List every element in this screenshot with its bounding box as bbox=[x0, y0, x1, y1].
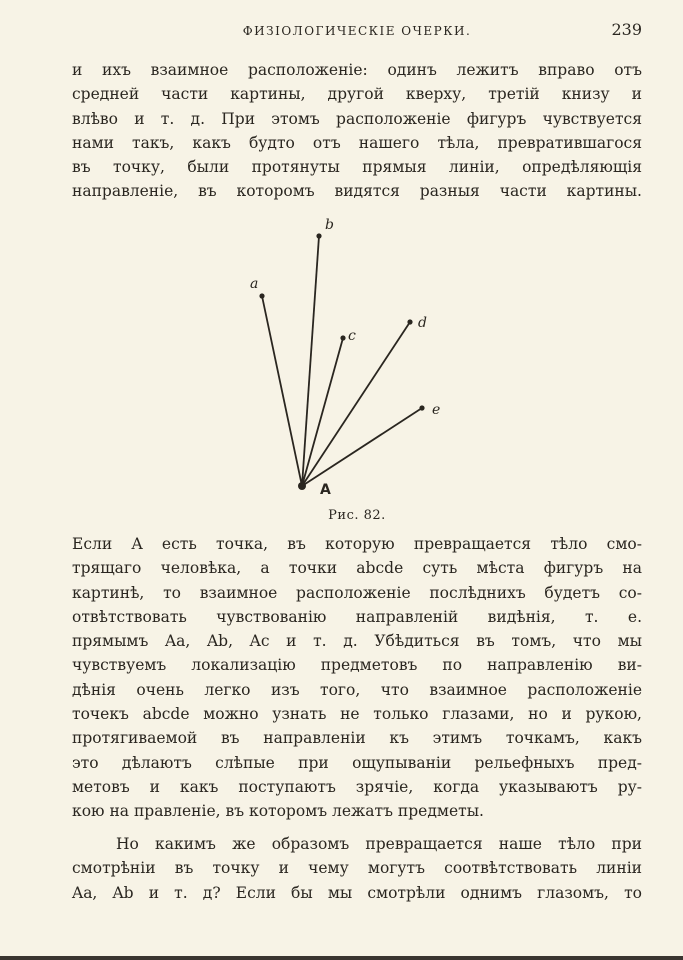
text-line: чувствуемъ локализацію предметовъ по направленію ви- bbox=[72, 656, 642, 675]
text-line: влѣво и т. д. При этомъ расположеніе фигуръ чувствуется bbox=[72, 109, 642, 128]
label-a: a bbox=[250, 276, 259, 292]
text-line: направленіе, въ которомъ видятся разныя части картины. bbox=[72, 182, 642, 201]
text-line: прямымъ Aa, Ab, Ac и т. д. Убѣдиться въ томъ, что мы bbox=[72, 632, 642, 651]
text-line: смотрѣніи въ точку и чему могутъ соотвѣтствовать линіи bbox=[72, 859, 642, 878]
point-e bbox=[419, 405, 424, 410]
text-line: точекъ abcde можно узнать не только глазами, но и рукою, bbox=[72, 705, 642, 724]
text-line: дѣнія очень легко изъ того, что взаимное расположеніе bbox=[72, 680, 642, 699]
paragraph-3 bbox=[72, 832, 642, 905]
point-a bbox=[259, 293, 264, 298]
text-line: средней части картины, другой кверху, третій книзу и bbox=[72, 85, 642, 104]
label-e: e bbox=[432, 402, 441, 418]
page-number: 239 bbox=[611, 20, 642, 39]
running-title: ФИЗІОЛОГИЧЕСКІЕ ОЧЕРКИ. bbox=[242, 24, 472, 38]
text-line: нами такъ, какъ будто отъ нашего тѣла, превратившагося bbox=[72, 133, 642, 152]
running-header bbox=[72, 20, 642, 44]
label-d: d bbox=[418, 315, 427, 331]
text-line: Если A есть точка, въ которую превращается тѣло смо- bbox=[72, 535, 642, 553]
label-c: c bbox=[348, 328, 356, 344]
text-line: и ихъ взаимное расположеніе: одинъ лежитъ вправо отъ bbox=[72, 61, 642, 79]
label-b: b bbox=[325, 217, 334, 233]
text-line: метовъ и какъ поступаютъ зрячіе, когда указываютъ ру- bbox=[72, 777, 642, 796]
point-b bbox=[316, 233, 321, 238]
line-Aa bbox=[262, 296, 302, 486]
page-bottom-edge bbox=[0, 956, 683, 960]
point-d bbox=[407, 319, 412, 324]
figure-caption: Рис. 82. bbox=[328, 508, 386, 523]
text-line: протягиваемой въ направленіи къ этимъ точкамъ, какъ bbox=[72, 729, 642, 748]
point-A bbox=[298, 482, 306, 490]
text-line: кою на правленіе, въ которомъ лежатъ предметы. bbox=[72, 802, 484, 821]
line-Ab bbox=[302, 236, 319, 486]
text-line: отвѣтствовать чувствованію направленій видѣнія, т. е. bbox=[72, 607, 642, 626]
figure-82-diagram bbox=[230, 210, 470, 500]
text-line: трящаго человѣка, а точки abcde суть мѣста фигуръ на bbox=[72, 559, 642, 578]
label-A: A bbox=[320, 482, 331, 498]
line-Ad bbox=[302, 322, 410, 486]
paragraph-1 bbox=[72, 58, 642, 204]
point-c bbox=[340, 335, 345, 340]
text-line: картинѣ, то взаимное расположеніе послѣднихъ будетъ со- bbox=[72, 583, 642, 602]
paragraph-2 bbox=[72, 532, 642, 824]
text-line: въ точку, были протянуты прямыя линіи, опредѣляющія bbox=[72, 158, 642, 177]
text-line: Aa, Ab и т. д? Если бы мы смотрѣли однимъ глазомъ, то bbox=[72, 883, 642, 902]
text-line: Но какимъ же образомъ превращается наше тѣло при bbox=[116, 835, 642, 853]
text-line: это дѣлаютъ слѣпые при ощупываніи рельефныхъ пред- bbox=[72, 753, 642, 772]
